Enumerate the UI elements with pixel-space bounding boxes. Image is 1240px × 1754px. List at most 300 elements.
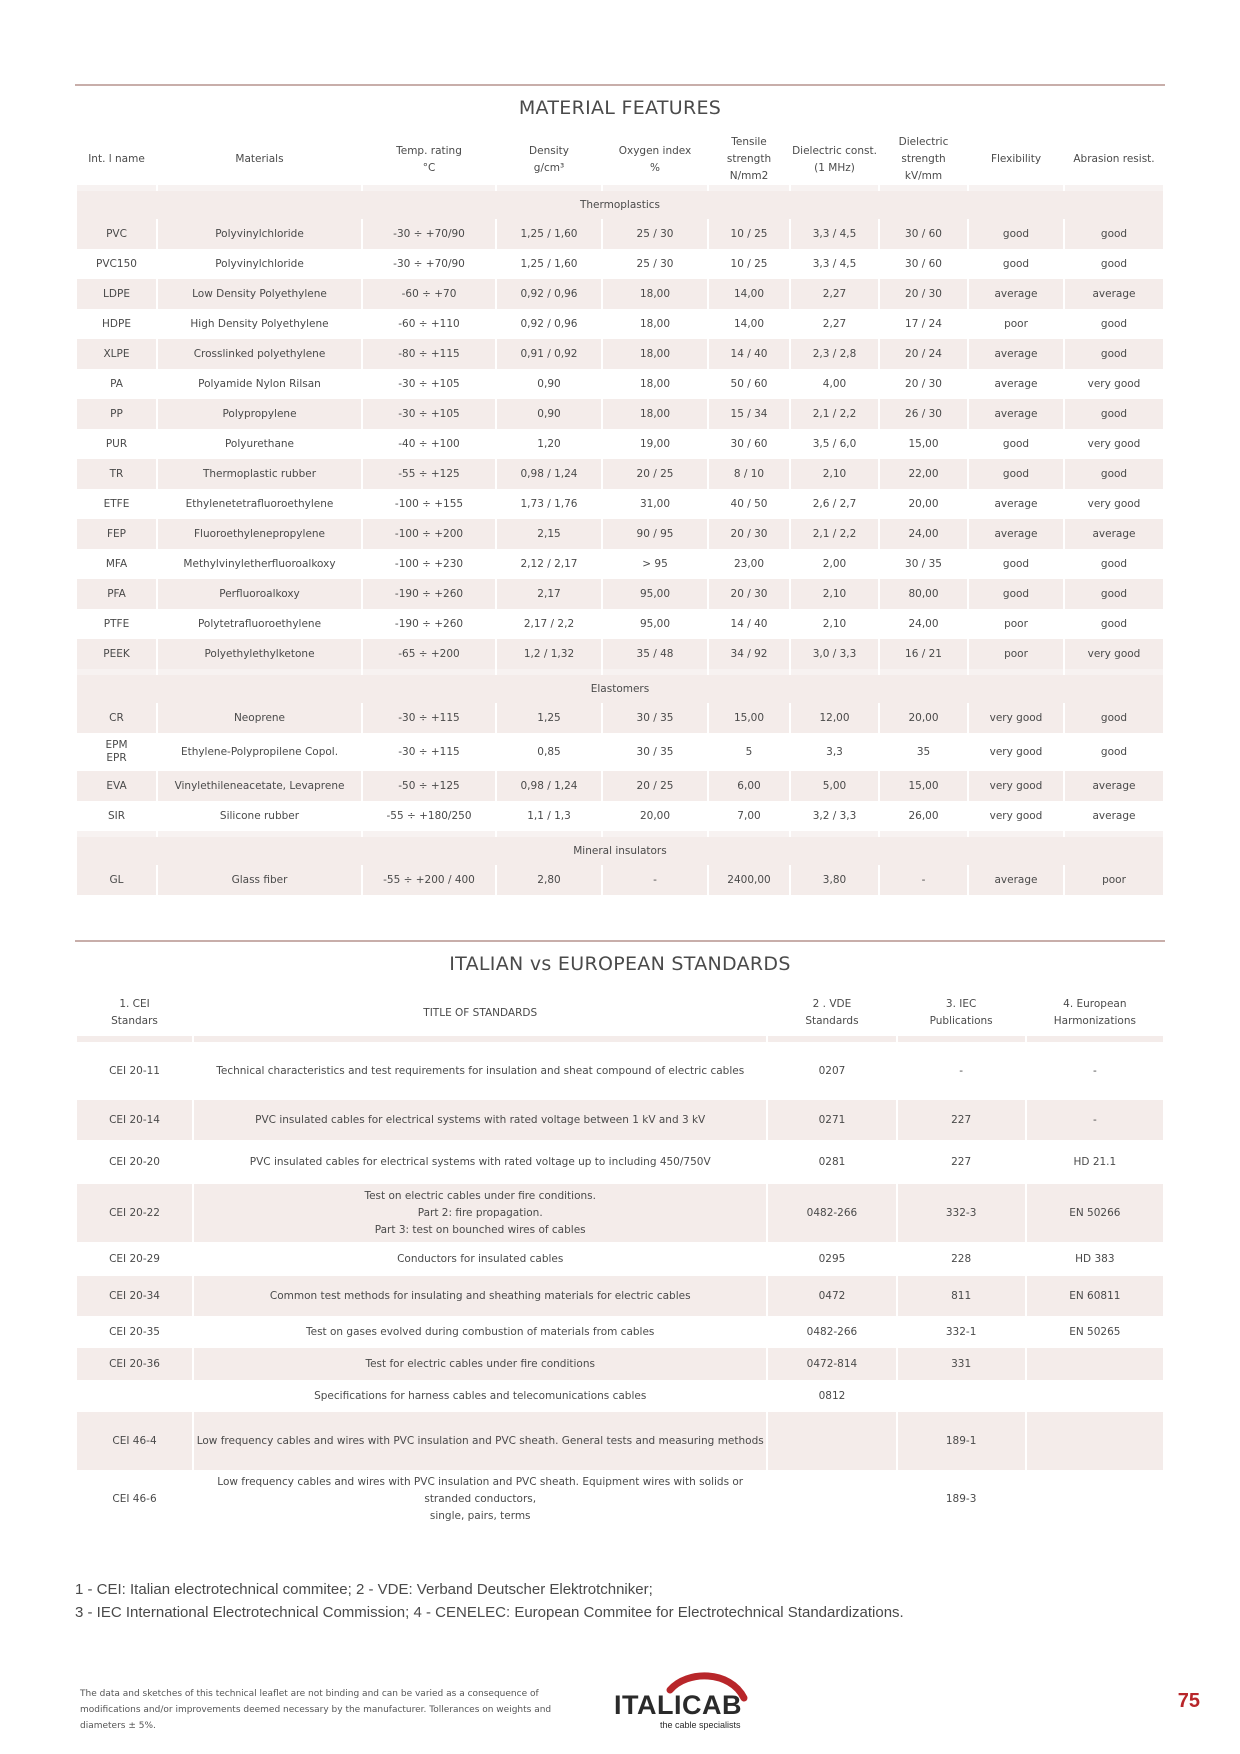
table-cell: 228 [898, 1242, 1025, 1276]
table-cell: 15 / 34 [709, 399, 789, 429]
table-cell: CEI 20-36 [77, 1348, 192, 1380]
table-cell: CEI 20-34 [77, 1276, 192, 1316]
table-cell: -100 ÷ +200 [363, 519, 495, 549]
column-header: Tensile strength N/mm2 [726, 136, 772, 182]
table-cell: 90 / 95 [603, 519, 707, 549]
logo-wordmark: ITALICAB [614, 1690, 742, 1720]
table-cell: 30 / 35 [603, 703, 707, 733]
table-cell: CEI 20-20 [77, 1140, 192, 1184]
table-cell: - [1027, 1100, 1163, 1140]
table-cell: good [969, 549, 1063, 579]
table-cell: 1,25 / 1,60 [497, 219, 601, 249]
table-cell: good [1065, 459, 1163, 489]
note-line-2: 3 - IEC International Electrotechnical Commission; 4 - CENELEC: European Commitee for Electrotechnical Standardizations. [75, 1604, 904, 1621]
table-row [77, 489, 1163, 519]
table-cell: good [1065, 733, 1163, 771]
table-cell: PUR [77, 429, 156, 459]
table-cell: HDPE [77, 309, 156, 339]
table-cell: very good [969, 703, 1063, 733]
table-cell: 2,10 [791, 459, 878, 489]
table-cell: Crosslinked polyethylene [158, 339, 361, 369]
table-row [77, 369, 1163, 399]
column-header: 2 . VDE Standards [805, 998, 859, 1027]
table-cell: 811 [898, 1276, 1025, 1316]
table-cell: 25 / 30 [603, 219, 707, 249]
table-cell: good [1065, 219, 1163, 249]
table-cell: 2,10 [791, 609, 878, 639]
table-row [77, 459, 1163, 489]
table-cell: 3,3 / 4,5 [791, 249, 878, 279]
table-cell: CR [77, 703, 156, 733]
column-header: Temp. rating °C [396, 144, 462, 174]
standards-table-body [77, 1036, 1163, 1528]
table-cell: 14 / 40 [709, 609, 789, 639]
table-row [77, 1412, 1163, 1470]
table-cell: PA [77, 369, 156, 399]
group-title: Elastomers [77, 675, 1163, 703]
table-cell: 2,1 / 2,2 [791, 519, 878, 549]
table-cell: 31,00 [603, 489, 707, 519]
table-row [77, 1242, 1163, 1276]
table-cell: 3,3 / 4,5 [791, 219, 878, 249]
table-row [77, 733, 1163, 771]
table-cell: -30 ÷ +70/90 [363, 249, 495, 279]
table-cell: Polyamide Nylon Rilsan [158, 369, 361, 399]
standards-header-row [77, 990, 1163, 1036]
table-row [77, 801, 1163, 831]
table-cell: CEI 20-29 [77, 1242, 192, 1276]
table-row [77, 249, 1163, 279]
page-number: 75 [1177, 1690, 1200, 1712]
table-row [77, 579, 1163, 609]
table-cell: Test on gases evolved during combustion of materials from cables [194, 1316, 766, 1348]
table-cell: good [969, 459, 1063, 489]
table-cell: very good [1065, 639, 1163, 669]
table-cell: - [898, 1042, 1025, 1100]
table-cell: 0,92 / 0,96 [497, 279, 601, 309]
table-cell: average [969, 489, 1063, 519]
table-cell: 95,00 [603, 609, 707, 639]
table-cell: -100 ÷ +155 [363, 489, 495, 519]
table-cell: 0482-266 [768, 1184, 895, 1242]
table-cell: 18,00 [603, 339, 707, 369]
table-cell [768, 1470, 895, 1528]
standards-table [75, 990, 1165, 1528]
table-row [77, 865, 1163, 895]
table-cell: very good [1065, 489, 1163, 519]
table-row [77, 1042, 1163, 1100]
table-cell: XLPE [77, 339, 156, 369]
table-cell [1027, 1470, 1163, 1528]
section-divider [75, 940, 1165, 942]
table-cell: average [969, 279, 1063, 309]
table-cell: ETFE [77, 489, 156, 519]
table-cell: 332-3 [898, 1184, 1025, 1242]
table-cell: 0472 [768, 1276, 895, 1316]
table-cell: good [1065, 609, 1163, 639]
table-cell: 25 / 30 [603, 249, 707, 279]
table-cell: average [969, 865, 1063, 895]
table-cell: 24,00 [880, 609, 967, 639]
table-cell: poor [969, 639, 1063, 669]
note-line-1: 1 - CEI: Italian electrotechnical commitee; 2 - VDE: Verband Deutscher Elektrotchniker; [75, 1581, 653, 1598]
table-cell: -100 ÷ +230 [363, 549, 495, 579]
standards-title: ITALIAN vs EUROPEAN STANDARDS [449, 953, 791, 975]
table-cell: PFA [77, 579, 156, 609]
table-cell: -30 ÷ +105 [363, 369, 495, 399]
table-cell: Test for electric cables under fire conditions [194, 1348, 766, 1380]
table-cell: 227 [898, 1100, 1025, 1140]
table-cell: 18,00 [603, 279, 707, 309]
table-cell: 14 / 40 [709, 339, 789, 369]
table-cell: 95,00 [603, 579, 707, 609]
table-cell: -60 ÷ +70 [363, 279, 495, 309]
table-cell: 3,5 / 6,0 [791, 429, 878, 459]
group-header-row [77, 191, 1163, 219]
column-header: Density g/cm³ [529, 144, 569, 174]
table-cell: 2400,00 [709, 865, 789, 895]
table-cell: 1,73 / 1,76 [497, 489, 601, 519]
table-row [77, 1184, 1163, 1242]
table-cell: 0472-814 [768, 1348, 895, 1380]
table-row [77, 399, 1163, 429]
table-cell: poor [969, 609, 1063, 639]
column-header: Abrasion resist. [1073, 153, 1155, 165]
table-cell: Ethylene-Polypropilene Copol. [158, 733, 361, 771]
table-row [77, 219, 1163, 249]
table-cell: PVC [77, 219, 156, 249]
table-cell: PVC150 [77, 249, 156, 279]
table-cell: 12,00 [791, 703, 878, 733]
table-cell: 30 / 60 [709, 429, 789, 459]
table-cell: 30 / 35 [603, 733, 707, 771]
group-title: Mineral insulators [77, 837, 1163, 865]
table-cell: Ethylenetetrafluoroethylene [158, 489, 361, 519]
table-cell: 332-1 [898, 1316, 1025, 1348]
table-cell: 0281 [768, 1140, 895, 1184]
table-cell: 80,00 [880, 579, 967, 609]
table-cell: Low frequency cables and wires with PVC insulation and PVC sheath. General tests and measuring methods [194, 1412, 766, 1470]
table-row [77, 1276, 1163, 1316]
table-cell: Polytetrafluoroethylene [158, 609, 361, 639]
column-header: Flexibility [990, 153, 1042, 165]
table-cell: Neoprene [158, 703, 361, 733]
table-row [77, 519, 1163, 549]
table-cell: 0,91 / 0,92 [497, 339, 601, 369]
table-cell: 0,85 [497, 733, 601, 771]
table-cell: 7,00 [709, 801, 789, 831]
table-cell: 0812 [768, 1380, 895, 1412]
table-cell: 1,1 / 1,3 [497, 801, 601, 831]
table-cell: 189-1 [898, 1412, 1025, 1470]
table-cell: average [969, 369, 1063, 399]
table-cell: 20 / 24 [880, 339, 967, 369]
table-cell: CEI 20-22 [77, 1184, 192, 1242]
table-cell: -55 ÷ +200 / 400 [363, 865, 495, 895]
table-cell: 3,80 [791, 865, 878, 895]
table-cell: 1,25 [497, 703, 601, 733]
table-cell: 23,00 [709, 549, 789, 579]
table-cell: 3,2 / 3,3 [791, 801, 878, 831]
table-cell: CEI 46-4 [77, 1412, 192, 1470]
table-row [77, 309, 1163, 339]
table-cell: Technical characteristics and test requirements for insulation and sheat compound of electric cables [194, 1042, 766, 1100]
abbreviation-notes [75, 1578, 904, 1624]
material-features-title: MATERIAL FEATURES [518, 97, 722, 119]
table-cell [768, 1412, 895, 1470]
table-cell: SIR [77, 801, 156, 831]
table-row [77, 639, 1163, 669]
italicab-logo [612, 1668, 752, 1728]
table-cell: Thermoplastic rubber [158, 459, 361, 489]
table-row [77, 609, 1163, 639]
table-cell: 6,00 [709, 771, 789, 801]
table-cell: Perfluoroalkoxy [158, 579, 361, 609]
group-title: Thermoplastics [77, 191, 1163, 219]
column-header: Int. l name [88, 153, 145, 165]
table-cell: 0271 [768, 1100, 895, 1140]
table-cell: 1,20 [497, 429, 601, 459]
table-cell: Conductors for insulated cables [194, 1242, 766, 1276]
table-cell: Polyvinylchloride [158, 219, 361, 249]
table-cell: 20,00 [603, 801, 707, 831]
group-header-row [77, 675, 1163, 703]
column-header: 1. CEI Standars [111, 998, 158, 1027]
table-cell: 50 / 60 [709, 369, 789, 399]
table-cell: Common test methods for insulating and sheathing materials for electric cables [194, 1276, 766, 1316]
table-cell: 2,27 [791, 309, 878, 339]
table-cell: poor [1065, 865, 1163, 895]
table-cell: -50 ÷ +125 [363, 771, 495, 801]
table-row [77, 771, 1163, 801]
table-cell: Polyethylethylketone [158, 639, 361, 669]
table-cell: 24,00 [880, 519, 967, 549]
table-cell: 26 / 30 [880, 399, 967, 429]
column-header: Oxygen index % [618, 144, 692, 174]
table-cell: 189-3 [898, 1470, 1025, 1528]
table-cell: EVA [77, 771, 156, 801]
table-cell: 15,00 [880, 771, 967, 801]
table-cell: High Density Polyethylene [158, 309, 361, 339]
table-cell: - [880, 865, 967, 895]
table-cell: Polypropylene [158, 399, 361, 429]
table-cell: 5,00 [791, 771, 878, 801]
column-header: Materials [235, 153, 284, 165]
material-features-table [75, 134, 1165, 895]
table-cell: 18,00 [603, 369, 707, 399]
table-cell: 40 / 50 [709, 489, 789, 519]
disclaimer-text: The data and sketches of this technical leaflet are not binding and can be varied as a consequence of modifications and/or improvements deemed necessary by the manufacturer. Tollerances on weights and diameters ± 5%. [80, 1689, 552, 1731]
table-cell: 2,80 [497, 865, 601, 895]
table-cell: HD 21.1 [1027, 1140, 1163, 1184]
table-cell: 1,2 / 1,32 [497, 639, 601, 669]
table-cell: 34 / 92 [709, 639, 789, 669]
table-cell: good [969, 579, 1063, 609]
table-cell: 20 / 30 [709, 519, 789, 549]
table-cell: PVC insulated cables for electrical systems with rated voltage between 1 kV and 3 kV [194, 1100, 766, 1140]
table-cell: average [1065, 279, 1163, 309]
table-row [77, 1470, 1163, 1528]
table-cell: 20 / 30 [709, 579, 789, 609]
table-cell: 2,6 / 2,7 [791, 489, 878, 519]
table-cell: Silicone rubber [158, 801, 361, 831]
table-cell: EN 60811 [1027, 1276, 1163, 1316]
table-cell: average [969, 339, 1063, 369]
table-cell: 2,15 [497, 519, 601, 549]
table-cell: EPM EPR [77, 733, 156, 771]
table-cell: average [969, 519, 1063, 549]
table-cell: Low frequency cables and wires with PVC insulation and PVC sheath. Equipment wires with solids or stranded conductors, single, pairs, terms [194, 1470, 766, 1528]
section-divider [75, 84, 1165, 86]
table-cell: -190 ÷ +260 [363, 579, 495, 609]
table-row [77, 1140, 1163, 1184]
table-cell: 22,00 [880, 459, 967, 489]
table-cell: 16 / 21 [880, 639, 967, 669]
table-cell: TR [77, 459, 156, 489]
table-cell: good [1065, 549, 1163, 579]
table-cell: LDPE [77, 279, 156, 309]
table-cell: good [1065, 339, 1163, 369]
table-cell: 20 / 25 [603, 459, 707, 489]
table-cell: -40 ÷ +100 [363, 429, 495, 459]
table-cell: 2,1 / 2,2 [791, 399, 878, 429]
table-cell: 4,00 [791, 369, 878, 399]
table-cell: very good [1065, 369, 1163, 399]
column-header: 4. European Harmonizations [1053, 998, 1136, 1027]
table-cell: very good [1065, 429, 1163, 459]
material-header-row [77, 134, 1163, 185]
table-cell: good [1065, 579, 1163, 609]
table-cell: average [969, 399, 1063, 429]
table-cell: Polyurethane [158, 429, 361, 459]
table-cell: good [969, 429, 1063, 459]
table-cell: -65 ÷ +200 [363, 639, 495, 669]
table-cell: 5 [709, 733, 789, 771]
table-cell: Methylvinyletherfluoroalkoxy [158, 549, 361, 579]
table-cell: very good [969, 733, 1063, 771]
table-cell: 30 / 60 [880, 249, 967, 279]
table-cell: 0,90 [497, 399, 601, 429]
table-cell: 10 / 25 [709, 219, 789, 249]
column-header: Dielectric const. (1 MHz) [792, 144, 877, 174]
table-cell: GL [77, 865, 156, 895]
table-cell: 15,00 [880, 429, 967, 459]
table-cell: 0,90 [497, 369, 601, 399]
table-row [77, 1380, 1163, 1412]
table-cell: 20 / 30 [880, 279, 967, 309]
table-cell: 30 / 35 [880, 549, 967, 579]
table-cell: 18,00 [603, 399, 707, 429]
table-cell: 227 [898, 1140, 1025, 1184]
table-cell: 35 [880, 733, 967, 771]
table-cell: average [1065, 771, 1163, 801]
table-row [77, 703, 1163, 733]
table-cell: 0207 [768, 1042, 895, 1100]
table-cell: good [969, 249, 1063, 279]
table-cell: CEI 20-35 [77, 1316, 192, 1348]
table-cell: > 95 [603, 549, 707, 579]
table-cell: 19,00 [603, 429, 707, 459]
table-cell [1027, 1380, 1163, 1412]
table-row [77, 339, 1163, 369]
table-cell: -190 ÷ +260 [363, 609, 495, 639]
table-cell: 20,00 [880, 703, 967, 733]
table-cell: 26,00 [880, 801, 967, 831]
table-cell: Test on electric cables under fire conditions. Part 2: fire propagation. Part 3: test on bounched wires of cables [194, 1184, 766, 1242]
table-cell: 2,12 / 2,17 [497, 549, 601, 579]
table-cell: -30 ÷ +70/90 [363, 219, 495, 249]
table-cell: 3,3 [791, 733, 878, 771]
table-cell: 2,17 / 2,2 [497, 609, 601, 639]
table-cell: PTFE [77, 609, 156, 639]
table-cell: average [1065, 519, 1163, 549]
table-cell: 1,25 / 1,60 [497, 249, 601, 279]
table-cell: 0,98 / 1,24 [497, 771, 601, 801]
table-cell: EN 50266 [1027, 1184, 1163, 1242]
column-header: 3. IEC Publications [929, 998, 993, 1027]
table-cell: Low Density Polyethylene [158, 279, 361, 309]
group-header-row [77, 837, 1163, 865]
table-cell: 10 / 25 [709, 249, 789, 279]
table-cell: average [1065, 801, 1163, 831]
table-cell: Vinylethileneacetate, Levaprene [158, 771, 361, 801]
table-cell: Polyvinylchloride [158, 249, 361, 279]
table-cell: 20,00 [880, 489, 967, 519]
table-cell: 2,17 [497, 579, 601, 609]
table-cell: - [1027, 1042, 1163, 1100]
table-cell: good [969, 219, 1063, 249]
table-cell: 30 / 60 [880, 219, 967, 249]
table-cell: -30 ÷ +115 [363, 733, 495, 771]
table-cell: 0,98 / 1,24 [497, 459, 601, 489]
table-cell: 20 / 30 [880, 369, 967, 399]
table-cell [1027, 1412, 1163, 1470]
table-cell [77, 1380, 192, 1412]
table-cell: PVC insulated cables for electrical systems with rated voltage up to including 450/750V [194, 1140, 766, 1184]
table-cell [898, 1380, 1025, 1412]
table-cell: 35 / 48 [603, 639, 707, 669]
table-cell: 15,00 [709, 703, 789, 733]
table-cell: 14,00 [709, 309, 789, 339]
table-row [77, 429, 1163, 459]
column-header: Dielectric strength kV/mm [898, 136, 949, 182]
table-cell: - [603, 865, 707, 895]
table-cell: 0,92 / 0,96 [497, 309, 601, 339]
table-cell: 3,0 / 3,3 [791, 639, 878, 669]
table-cell: CEI 20-14 [77, 1100, 192, 1140]
table-cell: good [1065, 703, 1163, 733]
table-cell: 331 [898, 1348, 1025, 1380]
table-cell: very good [969, 771, 1063, 801]
table-row [77, 1348, 1163, 1380]
table-cell: CEI 20-11 [77, 1042, 192, 1100]
table-cell: PP [77, 399, 156, 429]
table-cell: 18,00 [603, 309, 707, 339]
table-cell: -80 ÷ +115 [363, 339, 495, 369]
table-cell: 0295 [768, 1242, 895, 1276]
table-cell: -30 ÷ +105 [363, 399, 495, 429]
table-row [77, 1316, 1163, 1348]
table-cell: 17 / 24 [880, 309, 967, 339]
table-cell: Specifications for harness cables and telecomunications cables [194, 1380, 766, 1412]
table-cell: MFA [77, 549, 156, 579]
table-cell: CEI 46-6 [77, 1470, 192, 1528]
table-cell: 14,00 [709, 279, 789, 309]
logo-tagline: the cable specialists [660, 1720, 741, 1730]
table-cell: -55 ÷ +180/250 [363, 801, 495, 831]
table-cell: EN 50265 [1027, 1316, 1163, 1348]
table-cell: very good [969, 801, 1063, 831]
